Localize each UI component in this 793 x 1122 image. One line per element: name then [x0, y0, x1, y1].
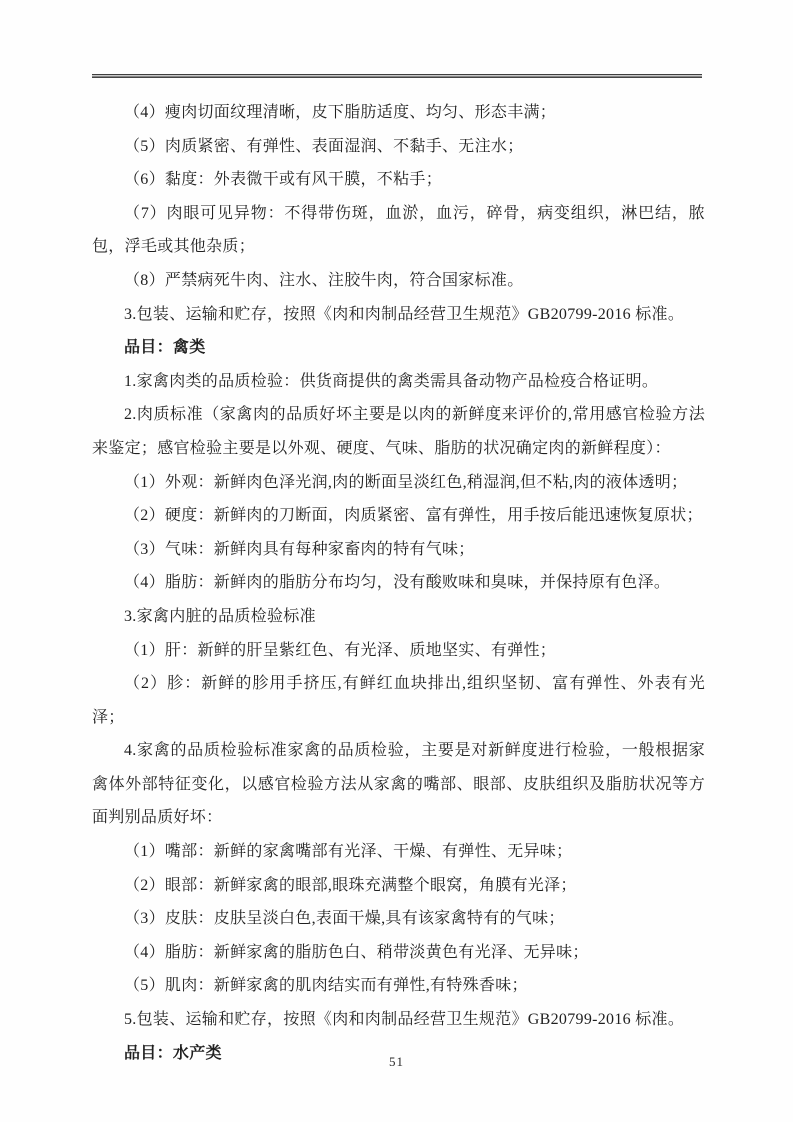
paragraph: （7）肉眼可见异物：不得带伤斑，血淤，血污，碎骨，病变组织，淋巴结，脓包，浮毛或其他杂质； [92, 204, 705, 256]
paragraph: （1）嘴部：新鲜的家禽嘴部有光泽、干燥、有弹性、无异味； [124, 843, 573, 861]
paragraph: 1.家禽肉类的品质检验：供货商提供的禽类需具备动物产品检疫合格证明。 [124, 372, 659, 390]
paragraph: （2）胗：新鲜的胗用手挤压,有鲜红血块排出,组织坚韧、富有弹性、外表有光泽； [92, 675, 705, 726]
paragraph: （4）瘦肉切面纹理清晰，皮下脂肪适度、均匀、形态丰满； [124, 104, 557, 121]
paragraph: （3）气味：新鲜肉具有每种家畜肉的特有气味； [124, 540, 475, 558]
paragraph: （1）外观：新鲜肉色泽光润,肉的断面呈淡红色,稍湿润,但不粘,肉的液体透明； [124, 473, 688, 491]
paragraph: 5.包装、运输和贮存，按照《肉和肉制品经营卫生规范》GB20799-2016 标准。 [124, 1011, 685, 1029]
paragraph: （5）肌肉：新鲜家禽的肌肉结实而有弹性,有特殊香味； [124, 977, 528, 995]
paragraph: （5）肉质紧密、有弹性、表面湿润、不黏手、无注水； [124, 137, 524, 155]
paragraph: （4）脂肪：新鲜家禽的脂肪色白、稍带淡黄色有光泽、无异味； [124, 943, 589, 961]
paragraph: （1）肝：新鲜的肝呈紫红色、有光泽、质地坚实、有弹性； [124, 641, 557, 659]
page-number: 51 [389, 1054, 404, 1069]
paragraph: （2）硬度：新鲜肉的刀断面，肉质紧密、富有弹性，用手按后能迅速恢复原状； [124, 507, 703, 525]
header-rule [92, 74, 702, 78]
paragraph: （6）黏度：外表微干或有风干膜，不粘手； [124, 171, 443, 189]
paragraph: 3.包装、运输和贮存，按照《肉和肉制品经营卫生规范》GB20799-2016 标准。 [124, 305, 685, 323]
section-heading-aquatic: 品目：水产类 [124, 1044, 222, 1062]
paragraph: （4）脂肪：新鲜肉的脂肪分布均匀，没有酸败味和臭味，并保持原有色泽。 [124, 574, 671, 592]
paragraph: 2.肉质标准（家禽肉的品质好坏主要是以肉的新鲜度来评价的,常用感官检验方法来鉴定；感官检验主要是以外观、硬度、气味、脂肪的状况确定肉的新鲜程度）： [92, 406, 705, 457]
paragraph: （2）眼部：新鲜家禽的眼部,眼珠充满整个眼窝，角膜有光泽； [124, 876, 577, 894]
body-text [92, 96, 705, 1070]
paragraph: （8）严禁病死牛肉、注水、注胶牛肉，符合国家标准。 [124, 271, 524, 289]
section-heading-poultry: 品目：禽类 [124, 339, 206, 357]
paragraph: （3）皮肤：皮肤呈淡白色,表面干燥,具有该家禽特有的气味； [124, 910, 565, 928]
paragraph: 4.家禽的品质检验标准家禽的品质检验，主要是对新鲜度进行检验，一般根据家禽体外部特征变化，以感官检验方法从家禽的嘴部、眼部、皮肤组织及脂肪状况等方面判别品质好坏： [92, 742, 705, 827]
paragraph: 3.家禽内脏的品质检验标准 [124, 607, 316, 625]
